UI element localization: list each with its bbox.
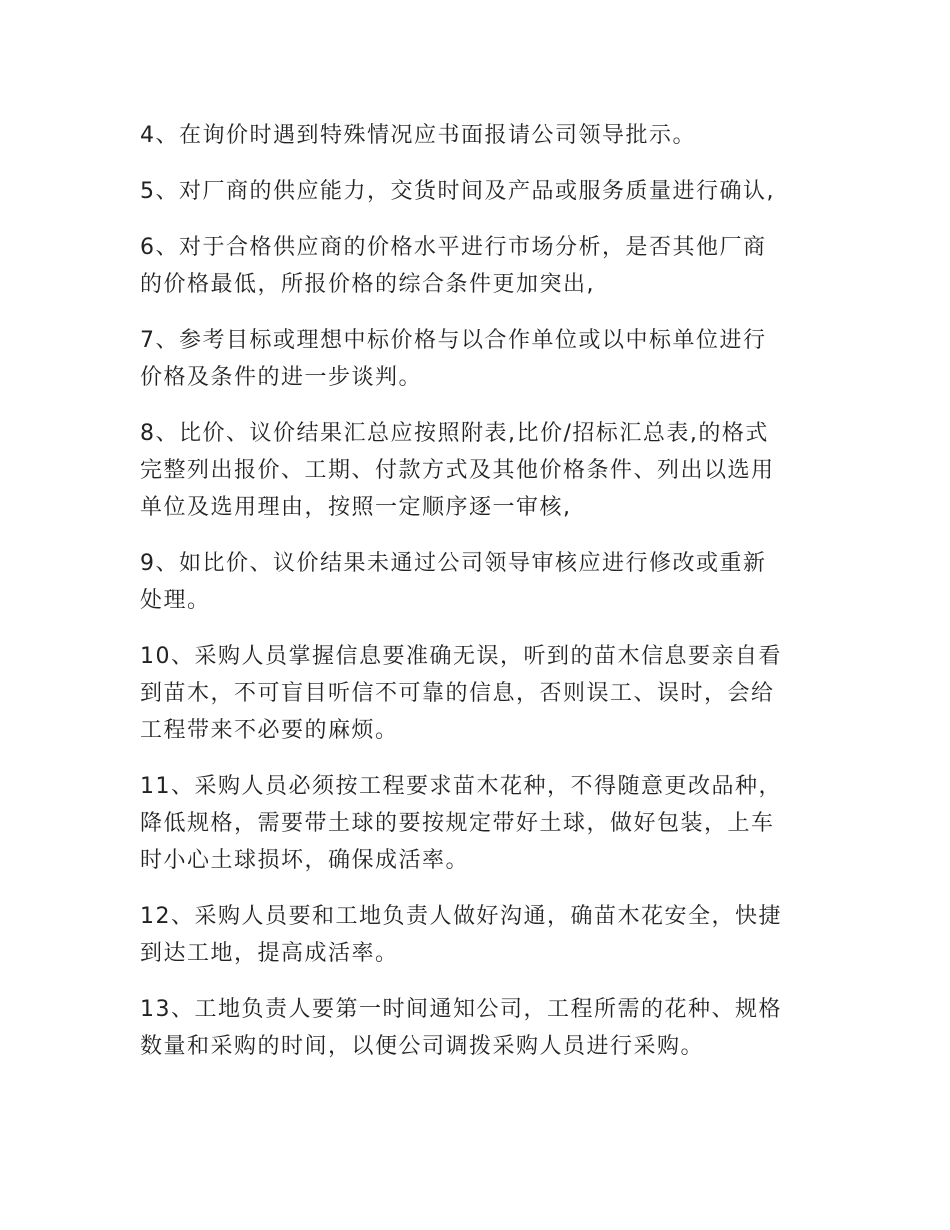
- paragraph-line: 6、对于合格供应商的价格水平进行市场分析，是否其他厂商: [140, 235, 767, 260]
- paragraph-line: 的价格最低，所报价格的综合条件更加突出,: [140, 272, 595, 297]
- paragraph-item-8: [140, 415, 812, 526]
- paragraph-line: 11、采购人员必须按工程要求苗木花种，不得随意更改品种，: [140, 774, 782, 799]
- paragraph-line: 到达工地，提高成活率。: [140, 941, 399, 966]
- paragraph-line: 8、比价、议价结果汇总应按照附表,比价/招标汇总表,的格式: [140, 421, 769, 446]
- paragraph-line: 时小心土球损坏，确保成活率。: [140, 848, 470, 873]
- paragraph-item-5: [140, 173, 812, 210]
- paragraph-line: 13、工地负责人要第一时间通知公司，工程所需的花种、规格: [140, 997, 782, 1022]
- document-body: [140, 117, 812, 1084]
- paragraph-item-10: [140, 638, 812, 749]
- paragraph-line: 9、如比价、议价结果未通过公司领导审核应进行修改或重新: [140, 551, 767, 576]
- paragraph-line: 处理。: [140, 588, 211, 613]
- paragraph-item-7: [140, 322, 812, 396]
- paragraph-line: 12、采购人员要和工地负责人做好沟通，确苗木花安全，快捷: [140, 904, 782, 929]
- paragraph-line: 7、参考目标或理想中标价格与以合作单位或以中标单位进行: [140, 328, 767, 353]
- paragraph-line: 完整列出报价、工期、付款方式及其他价格条件、列出以选用: [140, 458, 775, 483]
- paragraph-line: 数量和采购的时间，以便公司调拨采购人员进行采购。: [140, 1034, 705, 1059]
- paragraph-line: 降低规格，需要带土球的要按规定带好土球，做好包装，上车: [140, 811, 775, 836]
- paragraph-item-13: [140, 991, 812, 1065]
- paragraph-item-11: [140, 768, 812, 879]
- paragraph-line: 10、采购人员掌握信息要准确无误，听到的苗木信息要亲自看: [140, 644, 782, 669]
- paragraph-item-6: [140, 229, 812, 303]
- paragraph-item-9: [140, 545, 812, 619]
- paragraph-line: 5、对厂商的供应能力，交货时间及产品或服务质量进行确认,: [140, 179, 775, 204]
- paragraph-line: 4、在询价时遇到特殊情况应书面报请公司领导批示。: [140, 123, 696, 148]
- paragraph-line: 价格及条件的进一步谈判。: [140, 365, 423, 390]
- paragraph-item-4: [140, 117, 812, 154]
- paragraph-item-12: [140, 898, 812, 972]
- paragraph-line: 到苗木，不可盲目听信不可靠的信息，否则误工、误时，会给: [140, 681, 775, 706]
- paragraph-line: 工程带来不必要的麻烦。: [140, 718, 399, 743]
- paragraph-line: 单位及选用理由，按照一定顺序逐一审核,: [140, 495, 572, 520]
